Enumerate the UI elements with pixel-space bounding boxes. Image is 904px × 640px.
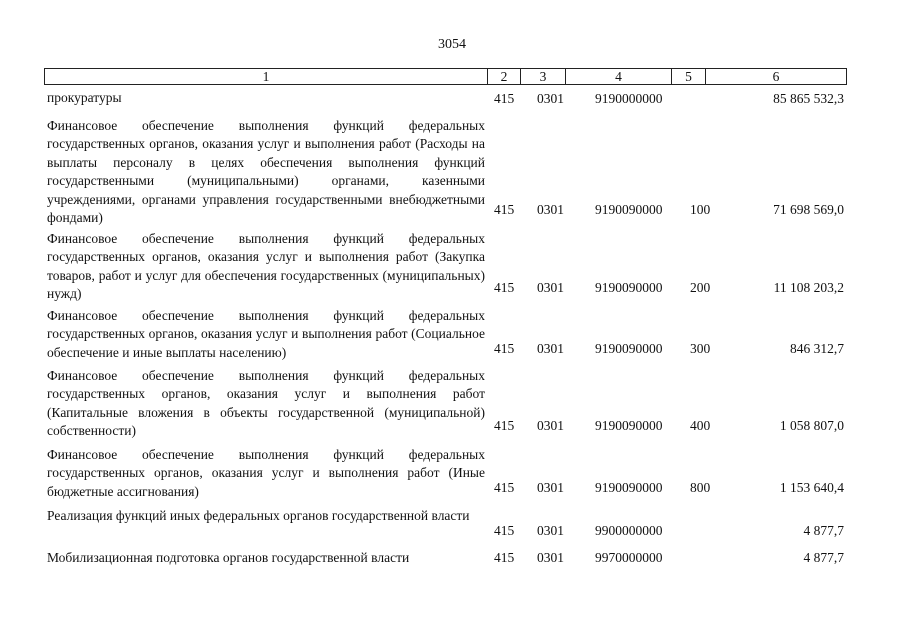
row-description: Реализация функций иных федеральных органов государственной власти [47, 508, 470, 523]
table-row [0, 117, 904, 226]
row-col5: 100 [690, 202, 711, 217]
table-row [0, 446, 904, 497]
row-col4: 9190090000 [595, 280, 663, 295]
row-col3: 0301 [537, 202, 564, 217]
row-col4: 9190090000 [595, 480, 663, 495]
row-col6: 1 058 807,0 [779, 418, 844, 433]
row-col3: 0301 [537, 418, 564, 433]
row-col6: 11 108 203,2 [773, 280, 844, 295]
row-col6: 71 698 569,0 [773, 202, 844, 217]
row-col6: 4 877,7 [803, 523, 844, 538]
header-col-5: 5 [671, 69, 705, 84]
header-col-4: 4 [565, 69, 671, 84]
table-row [0, 230, 904, 302]
row-col6: 4 877,7 [803, 550, 844, 565]
row-col3: 0301 [537, 91, 564, 106]
row-col4: 9190090000 [595, 202, 663, 217]
row-col6: 846 312,7 [790, 341, 844, 356]
header-col-6: 6 [705, 69, 846, 84]
row-description: Финансовое обеспечение выполнения функций федеральных государственных органов, оказания услуг и выполнения работ (Расходы на выплаты персоналу в целях обеспечения выполнения функций государственными (муниципальными) органами, казенными учреждениями, органами управления государственными внебюджетными фондами) [47, 118, 485, 226]
row-col3: 0301 [537, 550, 564, 565]
row-col2: 415 [494, 480, 515, 495]
header-col-2: 2 [487, 69, 520, 84]
row-col4: 9190090000 [595, 341, 663, 356]
row-col3: 0301 [537, 480, 564, 495]
row-col2: 415 [494, 202, 515, 217]
header-col-1: 1 [262, 69, 270, 84]
row-col3: 0301 [537, 280, 564, 295]
row-col5: 800 [690, 480, 711, 495]
row-col2: 415 [494, 280, 515, 295]
row-description: Финансовое обеспечение выполнения функций федеральных государственных органов, оказания услуг и выполнения работ (Иные бюджетные ассигнования) [47, 447, 485, 499]
table-row [0, 367, 904, 439]
row-col3: 0301 [537, 341, 564, 356]
row-col5: 400 [690, 418, 711, 433]
row-col2: 415 [494, 418, 515, 433]
row-col6: 85 865 532,3 [773, 91, 844, 106]
table-row [0, 549, 904, 567]
row-col2: 415 [494, 91, 515, 106]
row-description: Финансовое обеспечение выполнения функций федеральных государственных органов, оказания услуг и выполнения работ (Социальное обеспечение и иные выплаты населению) [47, 308, 485, 360]
row-col3: 0301 [537, 523, 564, 538]
row-col2: 415 [494, 523, 515, 538]
row-col2: 415 [494, 550, 515, 565]
row-col4: 9190090000 [595, 418, 663, 433]
table-row [0, 89, 904, 108]
table-row [0, 307, 904, 358]
row-description: Финансовое обеспечение выполнения функций федеральных государственных органов, оказания услуг и выполнения работ (Закупка товаров, работ и услуг для обеспечения государственных (муниципальных) нужд) [47, 231, 485, 302]
row-description: Финансовое обеспечение выполнения функций федеральных государственных органов, оказания услуг и выполнения работ (Капитальные вложения в объекты государственной (муниципальной) собственности) [47, 368, 485, 439]
header-col-3: 3 [520, 69, 565, 84]
row-col4: 9900000000 [595, 523, 663, 538]
row-description: прокуратуры [47, 90, 122, 105]
row-description: Мобилизационная подготовка органов государственной власти [47, 550, 410, 565]
row-col4: 9970000000 [595, 550, 663, 565]
table-row [0, 507, 904, 540]
row-col5: 300 [690, 341, 711, 356]
row-col6: 1 153 640,4 [779, 480, 844, 495]
row-col2: 415 [494, 341, 515, 356]
row-col5: 200 [690, 280, 711, 295]
row-col4: 9190000000 [595, 91, 663, 106]
table-header [44, 68, 847, 85]
page-number: 3054 [438, 37, 466, 52]
